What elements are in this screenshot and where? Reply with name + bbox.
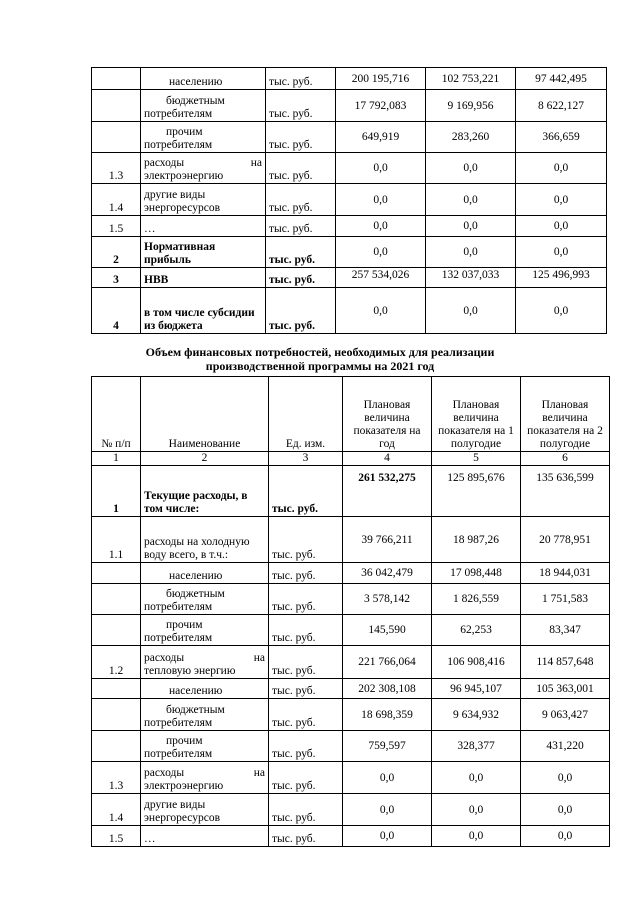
row-value-h2: 135 636,599 bbox=[521, 466, 610, 517]
row-unit: тыс. руб. bbox=[269, 794, 343, 826]
table-row bbox=[92, 615, 610, 646]
table-row bbox=[92, 563, 610, 584]
section-title-line: Объем финансовых потребностей, необходимых для реализации bbox=[145, 345, 495, 359]
row-name: населению bbox=[141, 679, 269, 699]
row-unit: тыс. руб. bbox=[269, 826, 343, 847]
row-value-year: 202 308,108 bbox=[343, 679, 432, 699]
row-value-h2: 0,0 bbox=[521, 794, 610, 826]
row-value-year: 221 766,064 bbox=[343, 646, 432, 679]
row-value-year: 3 578,142 bbox=[343, 584, 432, 615]
row-code: 2 bbox=[92, 237, 141, 268]
row-code bbox=[92, 68, 141, 90]
row-value-year: 145,590 bbox=[343, 615, 432, 646]
row-value-h1: 106 908,416 bbox=[432, 646, 521, 679]
row-unit: тыс. руб. bbox=[266, 268, 336, 288]
header-unit: Ед. изм. bbox=[269, 377, 343, 452]
row-name: прочим потребителям bbox=[141, 731, 269, 762]
row-value-h1: 0,0 bbox=[432, 794, 521, 826]
table-row bbox=[92, 731, 610, 762]
row-value-h2: 8 622,127 bbox=[516, 90, 607, 122]
header-plan-year: Плановая величина показателя на год bbox=[343, 377, 432, 452]
row-value-year: 257 534,026 bbox=[336, 268, 426, 288]
row-unit: тыс. руб. bbox=[266, 216, 336, 237]
row-value-h2: 105 363,001 bbox=[521, 679, 610, 699]
row-value-h1: 328,377 bbox=[432, 731, 521, 762]
header-num: № п/п bbox=[92, 377, 141, 452]
row-value-h2: 0,0 bbox=[521, 826, 610, 847]
row-value-h2: 125 496,993 bbox=[516, 268, 607, 288]
index-cell: 4 bbox=[343, 452, 432, 466]
row-name bbox=[141, 762, 269, 794]
row-name-part: тепловую энергию bbox=[144, 665, 236, 677]
index-cell: 3 bbox=[269, 452, 343, 466]
row-code: 4 bbox=[92, 288, 141, 334]
table-row bbox=[92, 517, 610, 563]
row-value-h1: 0,0 bbox=[426, 288, 516, 334]
table-row bbox=[92, 184, 607, 216]
row-name: другие виды энергоресурсов bbox=[141, 184, 266, 216]
table-header-row bbox=[92, 377, 610, 452]
row-name: НВВ bbox=[141, 268, 266, 288]
row-unit: тыс. руб. bbox=[269, 563, 343, 584]
row-code: 1.3 bbox=[92, 762, 141, 794]
row-code: 3 bbox=[92, 268, 141, 288]
row-value-year: 17 792,083 bbox=[336, 90, 426, 122]
row-name: населению bbox=[141, 563, 269, 584]
row-unit: тыс. руб. bbox=[269, 615, 343, 646]
row-value-h1: 9 634,932 bbox=[432, 699, 521, 731]
row-value-h2: 431,220 bbox=[521, 731, 610, 762]
row-value-h2: 114 857,648 bbox=[521, 646, 610, 679]
row-value-h2: 0,0 bbox=[516, 153, 607, 184]
row-unit: тыс. руб. bbox=[269, 466, 343, 517]
row-value-year: 0,0 bbox=[343, 794, 432, 826]
row-value-h1: 9 169,956 bbox=[426, 90, 516, 122]
row-name: прочим потребителям bbox=[141, 122, 266, 153]
row-code bbox=[92, 90, 141, 122]
row-code bbox=[92, 615, 141, 646]
row-value-h1: 0,0 bbox=[432, 826, 521, 847]
row-value-h2: 97 442,495 bbox=[516, 68, 607, 90]
row-unit: тыс. руб. bbox=[266, 90, 336, 122]
table-row bbox=[92, 466, 610, 517]
row-value-h1: 0,0 bbox=[432, 762, 521, 794]
row-code bbox=[92, 679, 141, 699]
row-value-h2: 1 751,583 bbox=[521, 584, 610, 615]
row-value-h2: 0,0 bbox=[516, 237, 607, 268]
row-value-h1: 0,0 bbox=[426, 216, 516, 237]
section-title bbox=[0, 345, 640, 373]
row-code: 1.4 bbox=[92, 184, 141, 216]
row-value-year: 0,0 bbox=[336, 184, 426, 216]
row-unit: тыс. руб. bbox=[266, 122, 336, 153]
row-unit: тыс. руб. bbox=[266, 184, 336, 216]
row-value-h1: 96 945,107 bbox=[432, 679, 521, 699]
row-value-h2: 0,0 bbox=[516, 288, 607, 334]
row-value-year: 200 195,716 bbox=[336, 68, 426, 90]
table-row bbox=[92, 646, 610, 679]
row-value-h1: 283,260 bbox=[426, 122, 516, 153]
row-value-h2: 0,0 bbox=[516, 216, 607, 237]
row-value-year: 18 698,359 bbox=[343, 699, 432, 731]
row-unit: тыс. руб. bbox=[269, 679, 343, 699]
table-row bbox=[92, 762, 610, 794]
row-name-part: электроэнергию bbox=[144, 170, 224, 182]
row-code: 1.5 bbox=[92, 826, 141, 847]
row-code: 1 bbox=[92, 466, 141, 517]
row-code bbox=[92, 584, 141, 615]
section-title-line: производственной программы на 2021 год bbox=[205, 359, 435, 373]
row-value-h1: 0,0 bbox=[426, 184, 516, 216]
financial-needs-table bbox=[91, 376, 610, 847]
row-value-year: 36 042,479 bbox=[343, 563, 432, 584]
row-value-h1: 0,0 bbox=[426, 237, 516, 268]
row-code bbox=[92, 731, 141, 762]
row-value-h2: 366,659 bbox=[516, 122, 607, 153]
row-code: 1.5 bbox=[92, 216, 141, 237]
row-name: … bbox=[141, 826, 269, 847]
row-name-part: расходы bbox=[144, 652, 185, 664]
table-row bbox=[92, 794, 610, 826]
table-row bbox=[92, 153, 607, 184]
row-value-h2: 0,0 bbox=[516, 184, 607, 216]
row-code: 1.3 bbox=[92, 153, 141, 184]
index-cell: 1 bbox=[92, 452, 141, 466]
row-value-h1: 18 987,26 bbox=[432, 517, 521, 563]
row-value-year: 759,597 bbox=[343, 731, 432, 762]
row-value-year: 0,0 bbox=[343, 826, 432, 847]
row-value-year: 261 532,275 bbox=[343, 466, 432, 517]
row-unit: тыс. руб. bbox=[266, 68, 336, 90]
row-value-h1: 102 753,221 bbox=[426, 68, 516, 90]
row-unit: тыс. руб. bbox=[266, 288, 336, 334]
row-unit: тыс. руб. bbox=[269, 646, 343, 679]
table-row bbox=[92, 268, 607, 288]
table-row bbox=[92, 216, 607, 237]
table-row bbox=[92, 679, 610, 699]
row-name: расходы на холодную воду всего, в т.ч.: bbox=[141, 517, 269, 563]
row-name bbox=[141, 153, 266, 184]
row-name: другие виды энергоресурсов bbox=[141, 794, 269, 826]
row-unit: тыс. руб. bbox=[266, 153, 336, 184]
row-code: 1.1 bbox=[92, 517, 141, 563]
row-code bbox=[92, 563, 141, 584]
index-cell: 5 bbox=[432, 452, 521, 466]
header-name: Наименование bbox=[141, 377, 269, 452]
table-row bbox=[92, 68, 607, 90]
table-row bbox=[92, 584, 610, 615]
row-unit: тыс. руб. bbox=[269, 762, 343, 794]
row-name bbox=[141, 646, 269, 679]
table-index-row bbox=[92, 452, 610, 466]
row-name-part: на bbox=[253, 652, 265, 664]
row-name-part: электроэнергию bbox=[144, 780, 224, 792]
row-code bbox=[92, 122, 141, 153]
row-name: прочим потребителям bbox=[141, 615, 269, 646]
row-value-year: 0,0 bbox=[336, 237, 426, 268]
row-name: бюджетным потребителям bbox=[141, 584, 269, 615]
row-value-h1: 125 895,676 bbox=[432, 466, 521, 517]
table-row bbox=[92, 90, 607, 122]
row-value-h2: 83,347 bbox=[521, 615, 610, 646]
upper-table bbox=[91, 67, 607, 334]
row-name-part: расходы bbox=[144, 157, 185, 169]
row-value-year: 39 766,211 bbox=[343, 517, 432, 563]
header-plan-h2: Плановая величина показателя на 2 полугодие bbox=[521, 377, 610, 452]
row-name: в том числе субсидии из бюджета bbox=[141, 288, 266, 334]
row-code bbox=[92, 699, 141, 731]
row-name: населению bbox=[141, 68, 266, 90]
row-name: … bbox=[141, 216, 266, 237]
row-unit: тыс. руб. bbox=[266, 237, 336, 268]
row-unit: тыс. руб. bbox=[269, 517, 343, 563]
row-value-h2: 20 778,951 bbox=[521, 517, 610, 563]
header-plan-h1: Плановая величина показателя на 1 полугодие bbox=[432, 377, 521, 452]
row-unit: тыс. руб. bbox=[269, 731, 343, 762]
row-code: 1.4 bbox=[92, 794, 141, 826]
index-cell: 2 bbox=[141, 452, 269, 466]
row-value-h1: 1 826,559 bbox=[432, 584, 521, 615]
row-value-h1: 62,253 bbox=[432, 615, 521, 646]
row-name-part: на bbox=[253, 767, 265, 779]
row-value-h2: 9 063,427 bbox=[521, 699, 610, 731]
row-value-year: 0,0 bbox=[343, 762, 432, 794]
row-name: бюджетным потребителям bbox=[141, 90, 266, 122]
row-value-h1: 132 037,033 bbox=[426, 268, 516, 288]
row-value-year: 649,919 bbox=[336, 122, 426, 153]
row-value-year: 0,0 bbox=[336, 288, 426, 334]
table-row bbox=[92, 122, 607, 153]
row-name: Нормативная прибыль bbox=[141, 237, 266, 268]
row-value-year: 0,0 bbox=[336, 216, 426, 237]
row-code: 1.2 bbox=[92, 646, 141, 679]
row-name: бюджетным потребителям bbox=[141, 699, 269, 731]
row-value-year: 0,0 bbox=[336, 153, 426, 184]
row-unit: тыс. руб. bbox=[269, 584, 343, 615]
table-row bbox=[92, 826, 610, 847]
row-name-part: расходы bbox=[144, 767, 185, 779]
row-name: Текущие расходы, в том числе: bbox=[141, 466, 269, 517]
row-value-h1: 0,0 bbox=[426, 153, 516, 184]
row-name-part: на bbox=[250, 157, 262, 169]
index-cell: 6 bbox=[521, 452, 610, 466]
table-row bbox=[92, 237, 607, 268]
row-unit: тыс. руб. bbox=[269, 699, 343, 731]
row-value-h1: 17 098,448 bbox=[432, 563, 521, 584]
row-value-h2: 18 944,031 bbox=[521, 563, 610, 584]
table-row bbox=[92, 699, 610, 731]
table-row bbox=[92, 288, 607, 334]
row-value-h2: 0,0 bbox=[521, 762, 610, 794]
